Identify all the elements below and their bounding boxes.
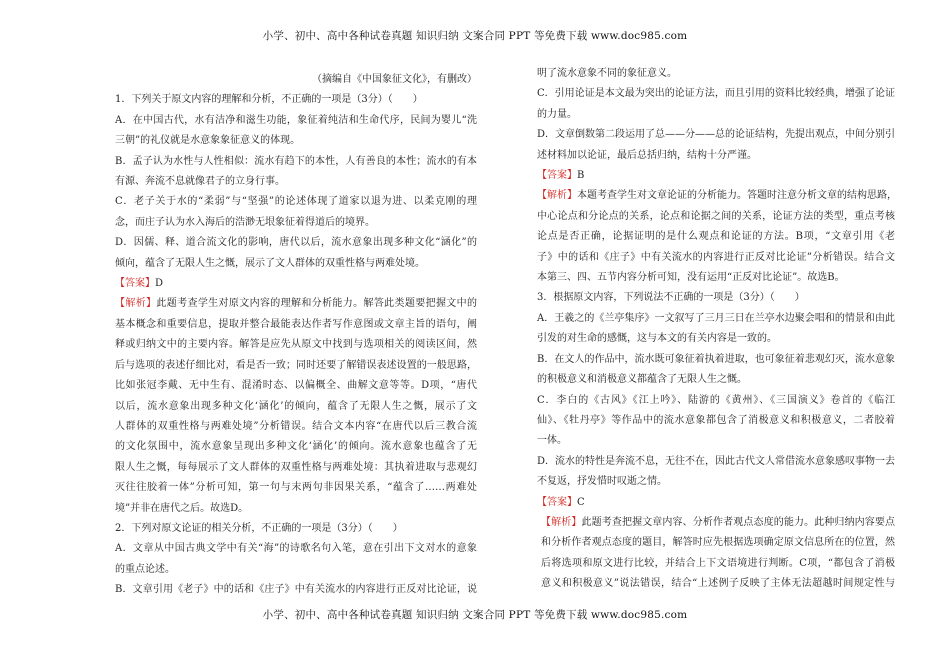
line-text: 有源、奔流不息就像君子的立身行事。 [115,176,285,188]
text-line [537,84,895,104]
text-line [115,499,477,519]
text-line [115,192,477,212]
answer-paragraph [537,166,895,186]
analysis-label: 【解析】 [115,298,157,310]
text-line [537,431,895,451]
answer-paragraph [115,274,477,294]
line-text: 本第三、四、五节内容分析可知，没有运用“正反对比论证”。故选B。 [537,272,845,284]
text-paragraph [115,70,477,90]
line-text: 本题考查学生对文章论证的分析能力。答题时注意分析文章的结构思路， [577,190,897,202]
line-text: D [155,278,164,290]
text-line [537,227,895,247]
page-header-banner: 小学、初中、高中各种试卷真题 知识归纳 文案合同 PPT 等免费下载 www.doc985.com [262,30,688,42]
line-text: 此题考查学生对原文内容的理解和分析能力。解答此类题要把握文中的 [156,298,478,310]
text-line [115,152,477,172]
text-line [537,472,895,492]
line-text: A．在中国古代，水有洁净和滋生功能，象征着纯洁和生命代序，民间为婴儿“洗 [115,114,477,126]
text-line [537,125,895,145]
text-line [115,437,477,457]
text-line [537,411,895,431]
line-text: 三朝”的礼仪就是水意象象征意义的体现。 [115,135,301,147]
line-text: B．孟子认为水性与人性相似：流水有趋下的本性，人有善良的本性；流水的有本 [115,155,477,167]
text-line [537,452,895,472]
line-text: 比如张冠李戴、无中生有、混淆时态、以偏概全、曲解文意等等。D项，“唐代 [115,380,477,392]
text-line [115,254,477,274]
text-line [537,391,895,411]
text-line [115,356,477,376]
line-text: 一体。 [537,435,567,447]
text-line [537,105,895,125]
line-text: C．老子关于水的“柔弱”与“坚强”的论述体现了道家以退为进、以柔克刚的理 [115,196,477,208]
text-line [115,70,477,90]
text-line [115,131,477,151]
line-text: 子》中的话和《庄子》中有关流水的内容进行正反对比论证”分析错误。结合文 [537,251,895,263]
line-text: D．因儒、释、道合流文化的影响，唐代以后，流水意象出现多种文化“涵化”的 [115,237,477,249]
left-column [115,70,477,601]
text-line [537,329,895,349]
answer-label: 【答案】 [537,496,577,508]
line-text: 述材料加以论证，最后总括归纳，结构十分严谨。 [537,149,757,161]
text-line [115,172,477,192]
line-text: 限人生之慨，每每展示了文人群体的双重性格与两难处境：其执着进取与悲观幻 [115,461,477,473]
line-text: 基本概念和重要信息，提取并整合最能表达作者写作意图或文章主旨的语句，阐 [115,318,477,330]
text-paragraph [537,288,895,308]
text-paragraph [537,64,895,84]
text-line [115,417,477,437]
text-line [115,376,477,396]
text-line [541,513,895,533]
line-text: 中心论点和分论点的关系，论点和论据之间的关系，论证方法的类型，重点考核 [537,210,895,222]
analysis-label: 【解析】 [541,516,582,528]
text-line [115,335,477,355]
text-paragraph [537,350,895,391]
text-paragraph [537,84,895,125]
analysis-paragraph [115,294,477,518]
text-line [115,560,477,580]
text-line [537,207,895,227]
line-text: 后与选项的表述仔细比对，看是否一致；同时还要了解错误表述设置的一般思路， [115,359,477,371]
text-line [115,397,477,417]
text-line [537,186,895,206]
answer-paragraph [537,493,895,513]
line-text: 倾向，蕴含了无限人生之慨，展示了文人群体的双重性格与两难处境。 [115,257,425,269]
line-text: 后将选项和原文进行比较，并结合上下文语境进行判断。C项，“都包含了消极 [541,557,895,569]
line-text: 2．下列对原文论证的相关分析，不正确的一项是（3分）（ ） [115,522,403,534]
analysis-paragraph [537,186,895,288]
line-text: 灭往往胶着一体”分析可知，第一句与末两句非因果关系，“蕴含了……两难处 [115,482,477,494]
line-text: 引发的对生命的感慨，这与本文的有关内容是一致的。 [537,333,777,345]
line-text: A．文章从中国古典文学中有关“海”的诗歌名句入笔，意在引出下文对水的意象 [115,543,477,555]
text-paragraph [115,580,477,600]
text-paragraph [537,452,895,493]
line-text: A．王羲之的《兰亭集序》一文叙写了三月三日在兰亭水边聚会唱和的情景和由此 [537,312,895,324]
text-paragraph [115,111,477,152]
line-text: 3．根据原文内容，下列说法不正确的一项是（3分）（ ） [537,292,805,304]
line-text: 此题考查把握文章内容、分析作者观点态度的能力。此种归纳内容要点 [581,516,896,528]
text-paragraph [115,90,477,110]
text-line [537,309,895,329]
text-line [115,274,477,294]
analysis-label: 【解析】 [537,190,577,202]
text-line [115,580,477,600]
text-line [115,111,477,131]
text-line [115,315,477,335]
text-line [115,213,477,233]
line-text: 意义和积极意义”说法错误，结合“上述例子反映了主体无法超越时间规定性与 [541,578,895,590]
text-line [537,268,895,288]
page-footer-banner: 小学、初中、高中各种试卷真题 知识归纳 文案合同 PPT 等免费下载 www.doc985.com [262,609,688,621]
text-paragraph [115,192,477,233]
line-text: 境”并非在唐代之后。故选D。 [115,502,249,514]
text-paragraph [115,152,477,193]
text-line [541,533,895,553]
text-paragraph [537,391,895,452]
line-text: D．文章倒数第二段运用了总——分——总的论证结构，先提出观点，中间分别引 [537,129,896,141]
text-line [537,493,895,513]
answer-label: 【答案】 [537,170,577,182]
line-text: B [577,170,585,182]
answer-label: 【答案】 [115,278,155,290]
line-text: C [577,496,585,508]
text-line [541,574,895,594]
line-text: 1．下列关于原文内容的理解和分析，不正确的一项是（3分）（ ） [115,94,423,106]
text-paragraph [115,233,477,274]
text-line [115,90,477,110]
text-line [537,288,895,308]
line-text: 人群体的双重性格与两难处境”分析错误。结合文本内容“在唐代以后三教合流 [115,420,477,432]
line-text: 论点是否正确，论据证明的是什么观点和论证的方法。B项，“文章引用《老 [537,231,895,243]
line-text: 的力量。 [537,108,577,120]
text-line [537,370,895,390]
text-line [541,554,895,574]
line-text: 念，而庄子认为水入海后的浩渺无垠象征着得道后的境界。 [115,216,375,228]
line-text: 释或归纳文中的主要内容。解答是应先从原文中找到与选项相关的阅读区间，然 [115,339,477,351]
text-paragraph [537,309,895,350]
text-line [537,166,895,186]
text-line [115,478,477,498]
line-text: 的积极意义和消极意义都蕴含了无限人生之慨。 [537,374,747,386]
text-paragraph [115,519,477,539]
line-text: B．在文人的作品中，流水既可象征着执着进取，也可象征着悲观幻灭，流水意象 [537,353,895,365]
text-line [537,146,895,166]
text-paragraph [115,539,477,580]
text-line [115,458,477,478]
text-line [537,248,895,268]
line-text: 明了流水意象不同的象征意义。 [537,68,677,79]
text-line [115,294,477,314]
line-text: （摘编自《中国象征文化》，有删改） [312,74,477,85]
text-line [115,539,477,559]
line-text: C．引用论证是本文最为突出的论证方法，而且引用的资料比较经典，增强了论证 [537,88,895,100]
line-text: 的重点论述。 [115,563,175,575]
right-column [537,64,895,595]
line-text: C．李白的《古风》《江上吟》、陆游的《黄州》、《三国演义》卷首的《临江 [537,394,895,406]
analysis-paragraph [537,513,895,595]
line-text: 不复返，抒发惜时叹逝之情。 [537,476,667,488]
text-paragraph [537,125,895,166]
line-text: 以后，流水意象出现多种文化‘涵化’的倾向，蕴含了无限人生之慨，展示了文 [115,400,477,412]
line-text: 仙》、《牡丹亭》等作品中的流水意象都包含了消极意义和积极意义，二者胶着 [537,414,895,426]
line-text: 和分析作者观点态度的题目，解答时应先根据选项确定原文信息所在的位置，然 [541,537,895,549]
line-text: B．文章引用《老子》中的话和《庄子》中有关流水的内容进行正反对比论证，说 [115,584,477,596]
text-line [115,519,477,539]
line-text: D．流水的特性是奔流不息，无往不在，因此古代文人常借流水意象感叹事物一去 [537,455,896,467]
text-line [115,233,477,253]
text-line [537,350,895,370]
text-line [537,64,895,84]
line-text: 的文化氛围中，流水意象呈现出多种文化‘涵化’的倾向。流水意象也蕴含了无 [115,441,477,453]
